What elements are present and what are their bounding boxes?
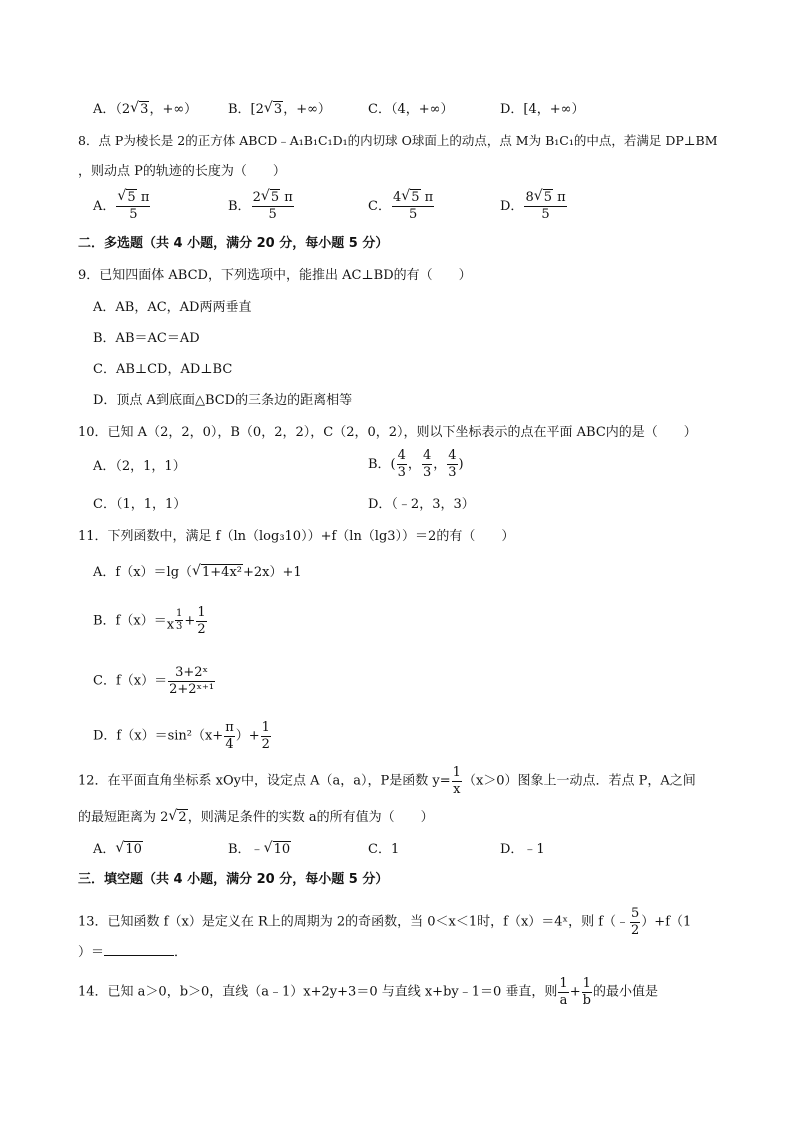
q9-stem: 9．已知四面体 ABCD，下列选项中，能推出 AC⊥BD的有（ ） <box>78 268 472 283</box>
q8-c-label: C． <box>368 199 391 214</box>
q11-option-d: D．f（x）＝sin²（x+ $\frac{\pi}{4}$ ）+ $\frac{1}{2}$ <box>93 720 270 752</box>
q10-option-b: B．( $\frac{4}{3}$ ， $\frac{4}{3}$ ， $\frac{4}{3}$ ) <box>368 448 464 480</box>
q12-stem-line2: 的最短距离为 2√ 2，则满足条件的实数 a的所有值为（ ） <box>78 808 434 828</box>
q9-option-c: C．AB⊥CD，AD⊥BC <box>93 362 233 377</box>
q11-stem: 11．下列函数中，满足 f（ln（log₃10））+f（ln（lg3））＝2的有（ ） <box>78 529 515 544</box>
section-heading-fill-blank: 三．填空题（共 4 小题，满分 20 分，每小题 5 分） <box>78 872 389 887</box>
q10-option-c: C．（1，1，1） <box>93 497 187 512</box>
q12-option-c: C．1 <box>368 842 400 857</box>
q8-b-frac: $\frac{2√ 5 \pi}{5}$ <box>252 190 294 223</box>
q10-stem: 10．已知 A（2，2，0），B（0，2，2），C（2，0，2），则以下坐标表示的点在平面 ABC内的是（ ） <box>78 425 697 440</box>
q11-option-c: C．f（x）＝ $\frac{\text{3+2ˣ}}{\text{2+2ˣ⁺¹}}$ <box>93 665 215 697</box>
q7-b-text: B．[2 <box>228 102 264 117</box>
q7-b-tail: ，+∞） <box>283 102 331 117</box>
q8-stem-line2: ，则动点 P的轨迹的长度为（ ） <box>78 164 286 179</box>
q8-option-d <box>500 190 568 223</box>
q7-a-tail: ，+∞） <box>149 102 198 117</box>
q9-option-a: A．AB，AC，AD两两垂直 <box>93 300 252 315</box>
q8-d-label: D． <box>500 199 524 214</box>
q10-option-a: A．（2，1，1） <box>93 459 186 474</box>
q12-stem-line1: 12．在平面直角坐标系 xOy中，设定点 A（a，a），P是函数 y= $\frac{1}{x}$ （x＞0）图象上一动点．若点 P，A之间 <box>78 765 696 797</box>
q7-option-a <box>93 100 197 120</box>
q7-b-sqrt: √ 3 <box>264 100 283 120</box>
q11-option-b: B．f（x）＝x $^{\frac{1}{3}}$ + $\frac{1}{2}$ <box>93 605 206 637</box>
q13-answer-blank[interactable] <box>104 943 174 956</box>
q8-a-label: A． <box>93 199 116 214</box>
q12-option-b: B．﹣√ 10 <box>228 840 291 860</box>
q8-d-frac: $\frac{8√ 5 \pi}{5}$ <box>524 190 566 223</box>
q9-option-b: B．AB＝AC＝AD <box>93 331 200 346</box>
q8-option-b <box>228 190 295 223</box>
q9-option-d: D．顶点 A到底面△BCD的三条边的距离相等 <box>93 393 353 408</box>
q10-option-d: D．（﹣2，3，3） <box>368 497 475 512</box>
q7-a-text: A．（2 <box>93 102 131 117</box>
q8-a-frac: √ $\frac{5 \pi}{5}$ <box>116 190 150 223</box>
q7-a-sqrt: √ 3 <box>130 100 149 120</box>
q10-b-label: B．( <box>368 457 396 472</box>
q7-option-d: D．[4，+∞） <box>500 102 585 117</box>
q8-stem-line1: 8．点 P为棱长是 2的正方体 ABCD﹣A₁B₁C₁D₁的内切球 O球面上的动点，点 M为 B₁C₁的中点，若满足 DP⊥BM <box>78 133 718 148</box>
section-heading-multiple-choice: 二．多选题（共 4 小题，满分 20 分，每小题 5 分） <box>78 236 389 251</box>
q7-option-b <box>228 100 331 120</box>
q13-stem-line2: ）＝ ． <box>78 945 188 960</box>
q12-option-a: A．√ 10 <box>93 840 143 860</box>
q8-c-frac: $\frac{4√ 5 \pi}{5}$ <box>392 190 434 223</box>
q7-option-c: C．（4，+∞） <box>368 102 454 117</box>
q14-stem: 14．已知 a＞0，b＞0，直线（a﹣1）x+2y+3＝0 与直线 x+by﹣1＝0 垂直，则 $\frac{1}{a}$ + $\frac{1}{b}$ 的最小值是 <box>78 976 658 1008</box>
q8-option-c <box>368 190 435 223</box>
q8-option-a <box>93 190 151 223</box>
q12-option-d: D．﹣1 <box>500 842 545 857</box>
q13-stem-line1: 13．已知函数 f（x）是定义在 R上的周期为 2的奇函数，当 0＜x＜1时，f（x）＝4ˣ，则 f（﹣ $\frac{5}{2}$ ）+f（1 <box>78 906 692 938</box>
q8-b-label: B． <box>228 199 251 214</box>
q11-option-a: A．f（x）＝lg（√ 1+4x²+2x）+1 <box>93 563 302 583</box>
